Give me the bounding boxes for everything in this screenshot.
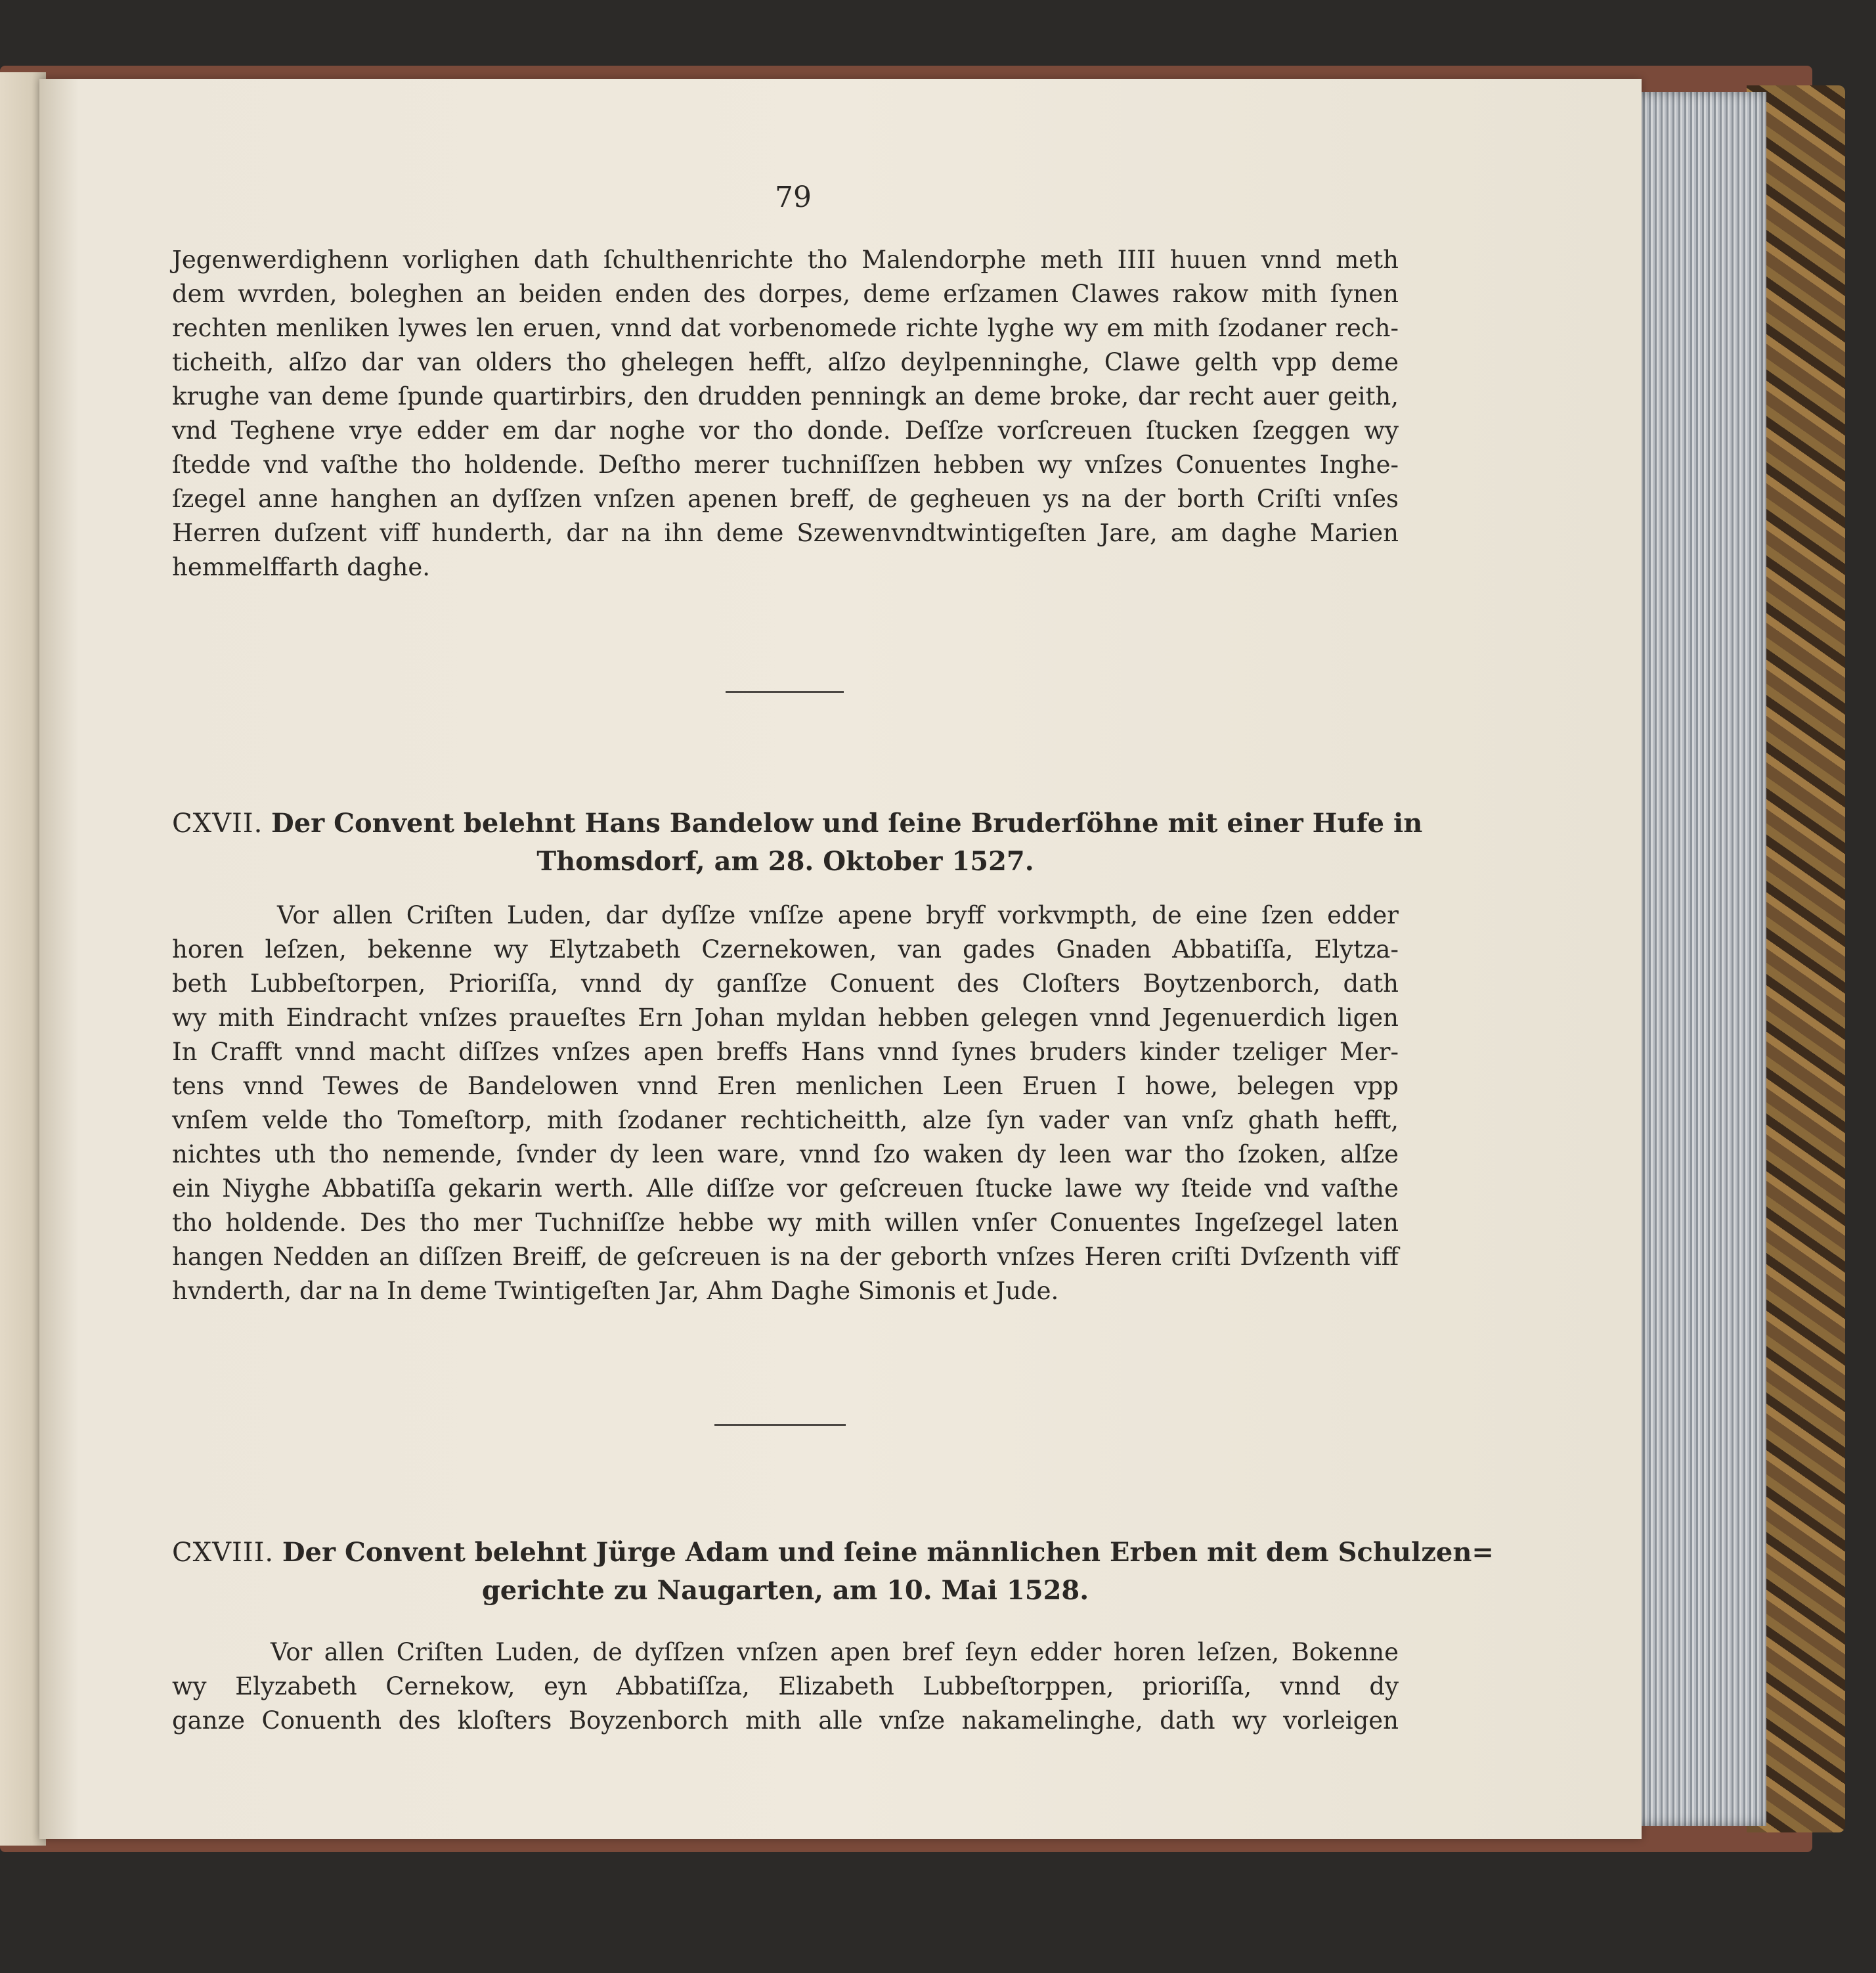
text-line: wy mith Eindracht vnſzes praueſtes Ern Johan myldan hebben gelegen vnnd Jegenuerdich ligen: [172, 1004, 1399, 1032]
text-line: nichtes uth tho nemende, ſvnder dy leen ware, vnnd ſzo waken dy leen war tho ſzoken, alſze: [172, 1140, 1399, 1168]
section-title: Der Convent belehnt Hans Bandelow und ſeine Bruderſöhne mit einer Hufe in: [271, 808, 1423, 839]
text-line: horen leſzen, bekenne wy Elytzabeth Czernekowen, van gades Gnaden Abbatiſſa, Elytza-: [172, 935, 1399, 964]
section-divider: [726, 691, 844, 693]
text-line: rechten menliken lywes len eruen, vnnd dat vorbenomede richte lyghe wy em mith ſzodaner rech-: [172, 314, 1399, 342]
page-number: 79: [775, 181, 812, 214]
section-number: CXVII.: [172, 809, 263, 839]
text-line: Vor allen Criſten Luden, de dyſſzen vnſzen apen bref ſeyn edder horen leſzen, Bokenne: [271, 1638, 1399, 1666]
text-line: tho holdende. Des tho mer Tuchniſſze hebbe wy mith willen vnſer Conuentes Ingeſzegel laten: [172, 1208, 1399, 1237]
section-heading-cxviii: [172, 1534, 1494, 1610]
paragraph-charter-1528-may: [172, 1635, 1399, 1738]
paragraph-charter-1527-october: [172, 898, 1399, 1308]
text-line: tens vnnd Tewes de Bandelowen vnnd Eren menlichen Leen Eruen I howe, belegen vpp: [172, 1072, 1399, 1100]
paragraph-charter-1527-may: [172, 243, 1399, 585]
heading-line: [172, 805, 1423, 843]
section-title-continued: Thomsdorf, am 28. Oktober 1527.: [536, 846, 1034, 877]
text-line: vnd Teghene vrye edder em dar noghe vor tho donde. Deſſze vorſcreuen ſtucken ſzeggen wy: [172, 416, 1399, 445]
text-line: In Crafft vnnd macht diſſzes vnſzes apen breffs Hans vnnd ſynes bruders kinder tzeliger Mer-: [172, 1038, 1399, 1066]
text-line: hangen Nedden an diſſzen Breiff, de geſcreuen is na der geborth vnſzes Heren criſti Dvſzenth viff: [172, 1243, 1399, 1271]
text-line: beth Lubbeſtorpen, Prioriſſa, vnnd dy ganſſze Conuent des Cloſters Boytzenborch, dath: [172, 969, 1399, 998]
text-line: hemmelffarth daghe.: [172, 553, 431, 581]
text-line: krughe van deme ſpunde quartirbirs, den drudden penningk an deme broke, dar recht auer geith,: [172, 382, 1399, 410]
heading-line: [172, 1534, 1494, 1572]
text-line: ſzegel anne hanghen an dyſſzen vnſzen apenen breff, de gegheuen ys na der borth Criſti vnſes: [172, 485, 1399, 513]
text-line: dem wvrden, boleghen an beiden enden des dorpes, deme erſzamen Clawes rakow mith ſynen: [172, 280, 1399, 308]
text-line: ticheith, alſzo dar van olders tho ghelegen hefft, alſzo deylpenninghe, Clawe gelth vpp deme: [172, 348, 1399, 376]
section-heading-cxvii: [172, 805, 1423, 881]
page-edges: [1635, 92, 1766, 1826]
text-line: hvnderth, dar na In deme Twintigeſten Jar, Ahm Daghe Simonis et Jude.: [172, 1277, 1059, 1305]
section-divider: [714, 1424, 846, 1426]
text-line: ſtedde vnd vaſthe tho holdende. Deſtho merer tuchniſſzen hebben wy vnſzes Conuentes Inghe-: [172, 451, 1399, 479]
section-title-continued: gerichte zu Naugarten, am 10. Mai 1528.: [481, 1575, 1089, 1606]
text-line: Vor allen Criſten Luden, dar dyſſze vnſſze apene bryff vorkvmpth, de eine ſzen edder: [277, 901, 1399, 929]
text-line: ein Niyghe Abbatiſſa gekarin werth. Alle diſſze vor geſcreuen ſtucke lawe wy ſteide vnd vaſthe: [172, 1174, 1399, 1203]
text-line: Herren duſzent viff hunderth, dar na ihn deme Szewenvndtwintigeſten Jare, am daghe Marien: [172, 519, 1399, 547]
section-number: CXVIII.: [172, 1538, 274, 1568]
text-line: vnſem velde tho Tomeſtorp, mith ſzodaner rechticheitth, alze ſyn vader van vnſz ghath hefft,: [172, 1106, 1399, 1134]
text-line: wy Elyzabeth Cernekow, eyn Abbatiſſza, Elizabeth Lubbeſtorppen, prioriſſa, vnnd dy: [172, 1672, 1399, 1700]
section-title: Der Convent belehnt Jürge Adam und ſeine männlichen Erben mit dem Schulzen=: [282, 1537, 1494, 1568]
text-line: ganze Conuenth des kloſters Boyzenborch mith alle vnſze nakamelinghe, dath wy vorleigen: [172, 1706, 1399, 1735]
text-line: Jegenwerdighenn vorlighen dath ſchulthenrichte tho Malendorphe meth IIII huuen vnnd meth: [172, 246, 1399, 274]
